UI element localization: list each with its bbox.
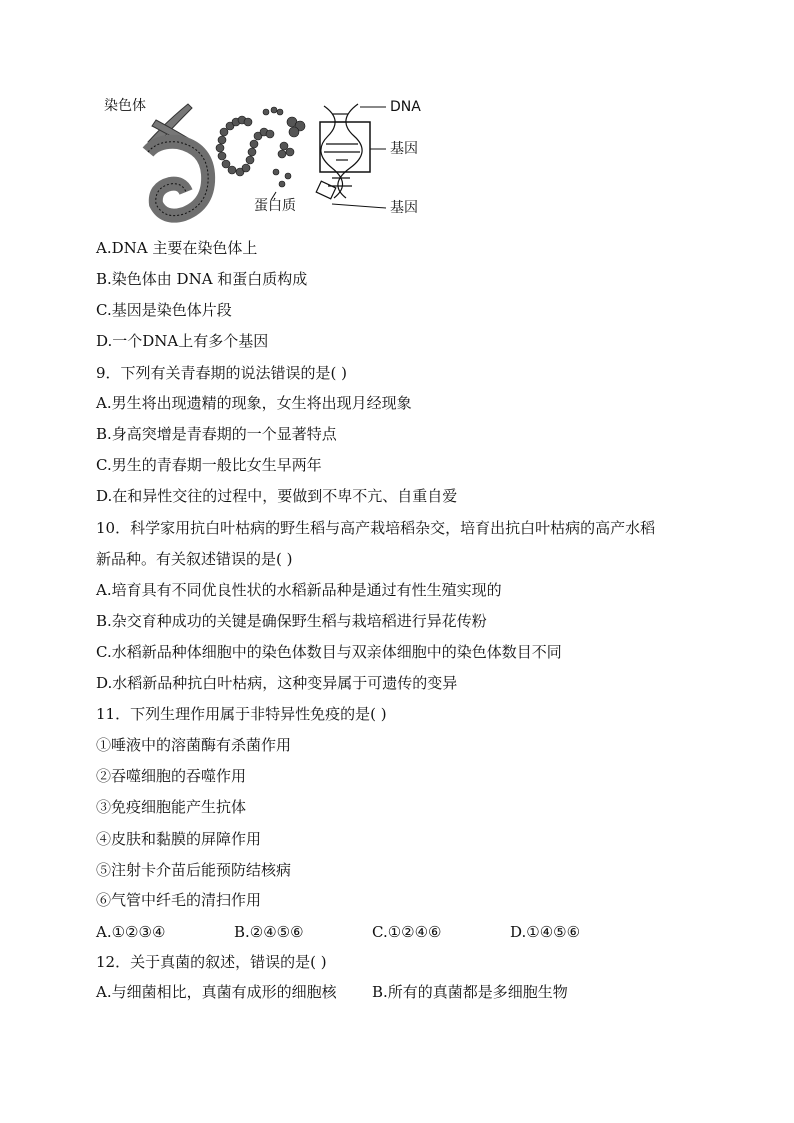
q9-option-d: D.在和异性交往的过程中，要做到不卑不亢、自重自爱 [96, 487, 458, 505]
q11-item: ③免疫细胞能产生抗体 [96, 798, 247, 816]
q11-item: ⑥气管中纤毛的清扫作用 [96, 891, 262, 909]
q11-item: ④皮肤和黏膜的屏障作用 [96, 830, 262, 848]
q11-item: ①唾液中的溶菌酶有杀菌作用 [96, 736, 292, 754]
label-dna: DNA [390, 99, 421, 115]
q10-option-a: A.培育具有不同优良性状的水稻新品种是通过有性生殖实现的 [96, 581, 502, 599]
q10-option-c: C.水稻新品种体细胞中的染色体数目与双亲体细胞中的染色体数目不同 [96, 643, 562, 661]
q9-stem: 9．下列有关青春期的说法错误的是( ) [96, 364, 348, 382]
q8-option-a: A.DNA 主要在染色体上 [96, 239, 258, 257]
q10-option-d: D.水稻新品种抗白叶枯病，这种变异属于可遗传的变异 [96, 674, 458, 692]
label-gene-bottom: 基因 [390, 200, 418, 216]
label-gene-top: 基因 [390, 141, 418, 157]
q12-stem: 12．关于真菌的叙述，错误的是( ) [96, 953, 327, 971]
q9-option-a: A.男生将出现遗精的现象，女生将出现月经现象 [96, 394, 412, 412]
q11-item: ⑤注射卡介苗后能预防结核病 [96, 861, 292, 879]
q11-option-d: D.①④⑤⑥ [510, 923, 581, 941]
q8-option-b: B.染色体由 DNA 和蛋白质构成 [96, 270, 308, 288]
q8-option-d: D.一个DNA上有多个基因 [96, 332, 269, 350]
q9-option-b: B.身高突增是青春期的一个显著特点 [96, 425, 337, 443]
q12-option-b: B.所有的真菌都是多细胞生物 [372, 983, 568, 1001]
q11-options [96, 922, 696, 942]
chromosome-dna-figure [96, 92, 436, 227]
q12-options [96, 982, 696, 1002]
q9-option-c: C.男生的青春期一般比女生早两年 [96, 456, 322, 474]
label-chromosome: 染色体 [104, 98, 146, 114]
q11-option-a: A.①②③④ [96, 923, 166, 941]
q10-stem-line2: 新品种。有关叙述错误的是( ) [96, 550, 293, 568]
q10-option-b: B.杂交育种成功的关键是确保野生稻与栽培稻进行异花传粉 [96, 612, 487, 630]
label-protein: 蛋白质 [254, 198, 296, 214]
q11-option-b: B.②④⑤⑥ [234, 923, 304, 941]
q8-option-c: C.基因是染色体片段 [96, 301, 232, 319]
q11-stem: 11．下列生理作用属于非特异性免疫的是( ) [96, 705, 387, 723]
q11-option-c: C.①②④⑥ [372, 923, 442, 941]
q11-item: ②吞噬细胞的吞噬作用 [96, 767, 247, 785]
q10-stem-line1: 10．科学家用抗白叶枯病的野生稻与高产栽培稻杂交，培育出抗白叶枯病的高产水稻 [96, 519, 656, 537]
q12-option-a: A.与细菌相比，真菌有成形的细胞核 [96, 983, 337, 1001]
